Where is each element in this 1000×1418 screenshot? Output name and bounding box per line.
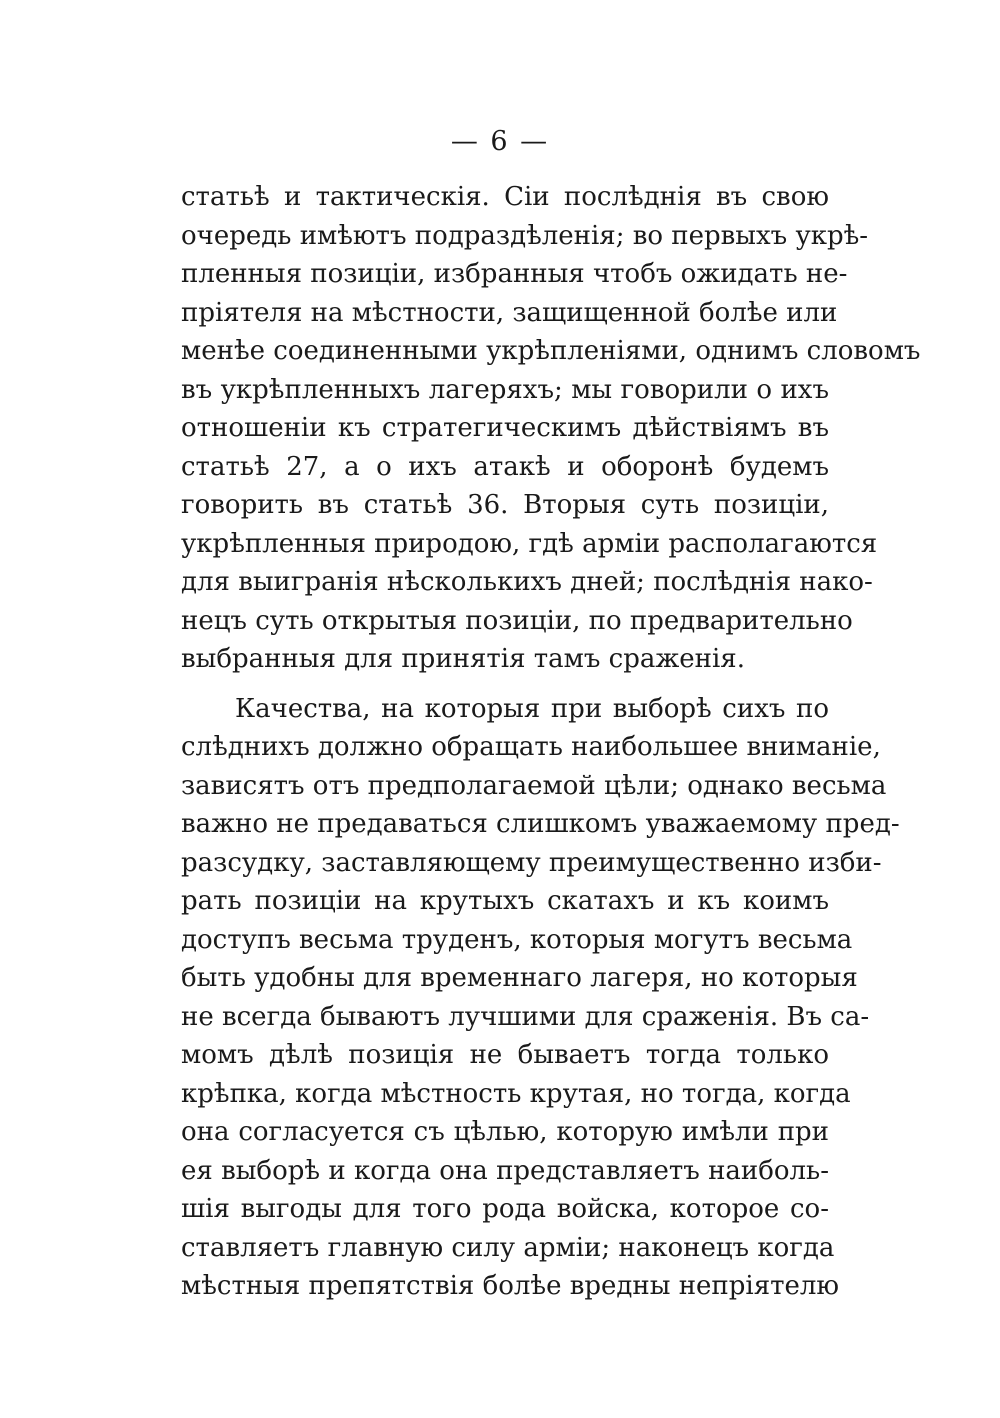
text-line: статьѣ 27, а о ихъ атакѣ и оборонѣ будемъ [181, 451, 829, 482]
text-line: быть удобны для временнаго лагеря, но которыя [181, 963, 858, 993]
text-line: говорить въ статьѣ 36. Вторыя суть позиціи, [181, 490, 829, 520]
text-line: для выигранія нѣсколькихъ дней; послѣднія нако- [181, 567, 873, 597]
text-line: доступъ весьма труденъ, которыя могутъ весьма [181, 924, 853, 955]
text-line: мѣстныя препятствія болѣе вредны непріятелю [181, 1271, 840, 1301]
text-line: ставляетъ главную силу арміи; наконецъ когда [181, 1232, 835, 1263]
text-line: ея выборѣ и когда она представляетъ наиболь- [181, 1155, 829, 1186]
text-line: выбранныя для принятія тамъ сраженія. [181, 644, 745, 674]
body-text [181, 178, 921, 1306]
text-line: отношеніи къ стратегическимъ дѣйствіямъ въ [181, 413, 829, 443]
text-line: рать позиціи на крутыхъ скатахъ и къ коимъ [181, 886, 829, 916]
page-number: — 6 — [450, 126, 550, 157]
text-line: пленныя позиціи, избранныя чтобъ ожидать не- [181, 259, 848, 289]
text-line: слѣднихъ должно обращать наибольшее вниманіе, [181, 732, 881, 762]
text-line: укрѣпленныя природою, гдѣ арміи располагаются [181, 528, 878, 559]
paragraph-1 [181, 178, 921, 679]
text-line: Качества, на которыя при выборѣ сихъ по [235, 693, 829, 724]
text-line: зависятъ отъ предполагаемой цѣли; однако весьма [181, 770, 887, 801]
text-line: пріятеля на мѣстности, защищенной болѣе или [181, 297, 838, 328]
paragraph-gap [181, 679, 829, 690]
text-line: очередь имѣютъ подраздѣленія; во первыхъ укрѣ- [181, 220, 869, 251]
text-line: не всегда бываютъ лучшими для сраженія. Въ са- [181, 1001, 870, 1032]
paragraph-2 [181, 690, 900, 1306]
text-line: крѣпка, когда мѣстность крутая, но тогда, когда [181, 1078, 851, 1109]
text-line: шія выгоды для того рода войска, которое со- [181, 1194, 829, 1224]
text-line: менѣе соединенными укрѣпленіями, однимъ словомъ [181, 336, 921, 366]
text-line: разсудку, заставляющему преимущественно изби- [181, 847, 882, 878]
text-line: момъ дѣлѣ позиція не бываетъ тогда только [181, 1040, 829, 1070]
text-line: нецъ суть открытыя позиціи, по предварительно [181, 605, 853, 636]
text-line: она согласуется съ цѣлью, которую имѣли при [181, 1117, 829, 1147]
text-line: статьѣ и тактическія. Сіи послѣднія въ свою [181, 182, 829, 212]
text-line: въ укрѣпленныхъ лагеряхъ; мы говорили о ихъ [181, 374, 829, 405]
text-line: важно не предаваться слишкомъ уважаемому пред- [181, 809, 900, 839]
